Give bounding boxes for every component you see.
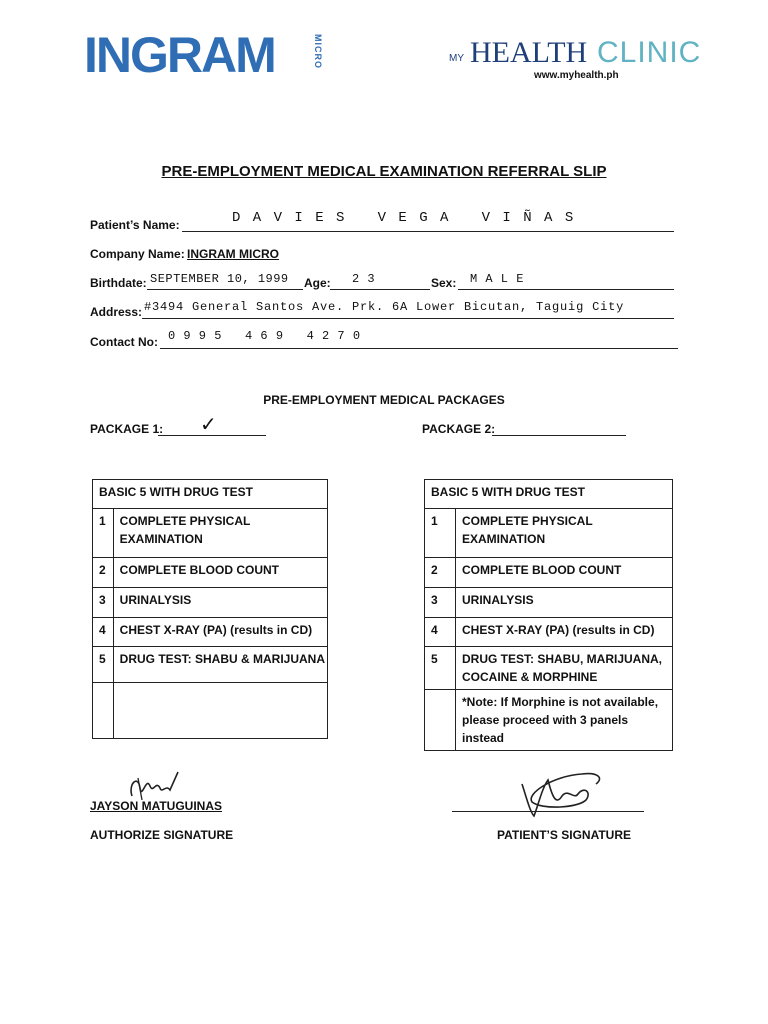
table-row <box>93 588 328 618</box>
packages-heading: PRE-EMPLOYMENT MEDICAL PACKAGES <box>263 393 505 407</box>
row-text: COMPLETE BLOOD COUNT <box>456 558 673 588</box>
address-line <box>142 318 674 319</box>
patient-name-label: Patient’s Name: <box>90 218 180 232</box>
row-number: 2 <box>93 558 114 588</box>
age-label: Age: <box>304 276 331 290</box>
package1-table <box>92 479 328 739</box>
myhealth-url: www.myhealth.ph <box>534 70 619 81</box>
row-number: 1 <box>93 509 114 558</box>
table-row <box>425 690 673 751</box>
page-title: PRE-EMPLOYMENT MEDICAL EXAMINATION REFERRAL SLIP <box>161 163 607 180</box>
row-number: 5 <box>425 647 456 690</box>
myhealth-logo-clinic: CLINIC <box>597 36 702 69</box>
table-row <box>425 558 673 588</box>
contact-value: 0 9 9 5 4 6 9 4 2 7 0 <box>168 329 361 343</box>
row-text: CHEST X-RAY (PA) (results in CD) <box>456 618 673 647</box>
package2-header: BASIC 5 WITH DRUG TEST <box>425 480 673 509</box>
patient-caption: PATIENT’S SIGNATURE <box>497 828 632 842</box>
birthdate-value: SEPTEMBER 10, 1999 <box>150 272 289 286</box>
table-row <box>93 509 328 558</box>
sex-value: M A L E <box>470 272 524 286</box>
table-row <box>93 683 328 739</box>
morphine-note: *Note: If Morphine is not available, please proceed with 3 panels instead <box>456 690 673 751</box>
row-number: 3 <box>93 588 114 618</box>
table-row <box>93 618 328 647</box>
address-label: Address: <box>90 305 143 319</box>
row-number: 4 <box>425 618 456 647</box>
row-number <box>425 690 456 751</box>
row-number <box>93 683 114 739</box>
row-number: 3 <box>425 588 456 618</box>
row-number: 5 <box>93 647 114 683</box>
sex-line <box>458 289 674 290</box>
birthdate-line <box>147 289 303 290</box>
address-value: #3494 General Santos Ave. Prk. 6A Lower Bicutan, Taguig City <box>144 300 625 314</box>
package1-checkmark: ✓ <box>200 414 217 436</box>
row-text: COMPLETE PHYSICAL EXAMINATION <box>456 509 673 558</box>
company-name-value: INGRAM MICRO <box>187 247 279 261</box>
row-text: COMPLETE PHYSICAL EXAMINATION <box>113 509 327 558</box>
row-text <box>113 683 327 739</box>
contact-label: Contact No: <box>90 335 158 349</box>
table-row <box>425 509 673 558</box>
row-text: COMPLETE BLOOD COUNT <box>113 558 327 588</box>
patient-name-value: D A V I E S V E G A V I Ñ A S <box>232 210 576 226</box>
package1-label: PACKAGE 1: <box>90 422 164 436</box>
package2-line <box>492 435 626 436</box>
package2-label: PACKAGE 2: <box>422 422 496 436</box>
authorizer-name: JAYSON MATUGUINAS <box>90 799 223 813</box>
table-row <box>425 588 673 618</box>
table-row <box>425 618 673 647</box>
contact-line <box>160 348 678 349</box>
ingram-micro-logo-sub: MICRO <box>313 34 323 69</box>
row-text: URINALYSIS <box>456 588 673 618</box>
age-line <box>330 289 430 290</box>
row-number: 4 <box>93 618 114 647</box>
row-text: CHEST X-RAY (PA) (results in CD) <box>113 618 327 647</box>
myhealth-logo-health: HEALTH <box>470 36 588 69</box>
patient-name-line <box>182 231 674 232</box>
package1-header: BASIC 5 WITH DRUG TEST <box>93 480 328 509</box>
package2-table <box>424 479 673 751</box>
patient-signature <box>512 766 612 822</box>
sex-label: Sex: <box>431 276 457 290</box>
table-row <box>93 558 328 588</box>
ingram-micro-logo: INGRAM <box>84 27 275 83</box>
age-value: 2 3 <box>352 272 376 286</box>
authorizer-caption: AUTHORIZE SIGNATURE <box>90 828 234 842</box>
table-row <box>93 647 328 683</box>
row-number: 1 <box>425 509 456 558</box>
myhealth-logo-my: MY <box>449 53 464 64</box>
birthdate-label: Birthdate: <box>90 276 147 290</box>
row-number: 2 <box>425 558 456 588</box>
table-row <box>425 647 673 690</box>
row-text: DRUG TEST: SHABU, MARIJUANA, COCAINE & MORPHINE <box>456 647 673 690</box>
company-name-label: Company Name: <box>90 247 185 261</box>
row-text: DRUG TEST: SHABU & MARIJUANA <box>113 647 327 683</box>
row-text: URINALYSIS <box>113 588 327 618</box>
patient-signature-line <box>452 811 644 812</box>
